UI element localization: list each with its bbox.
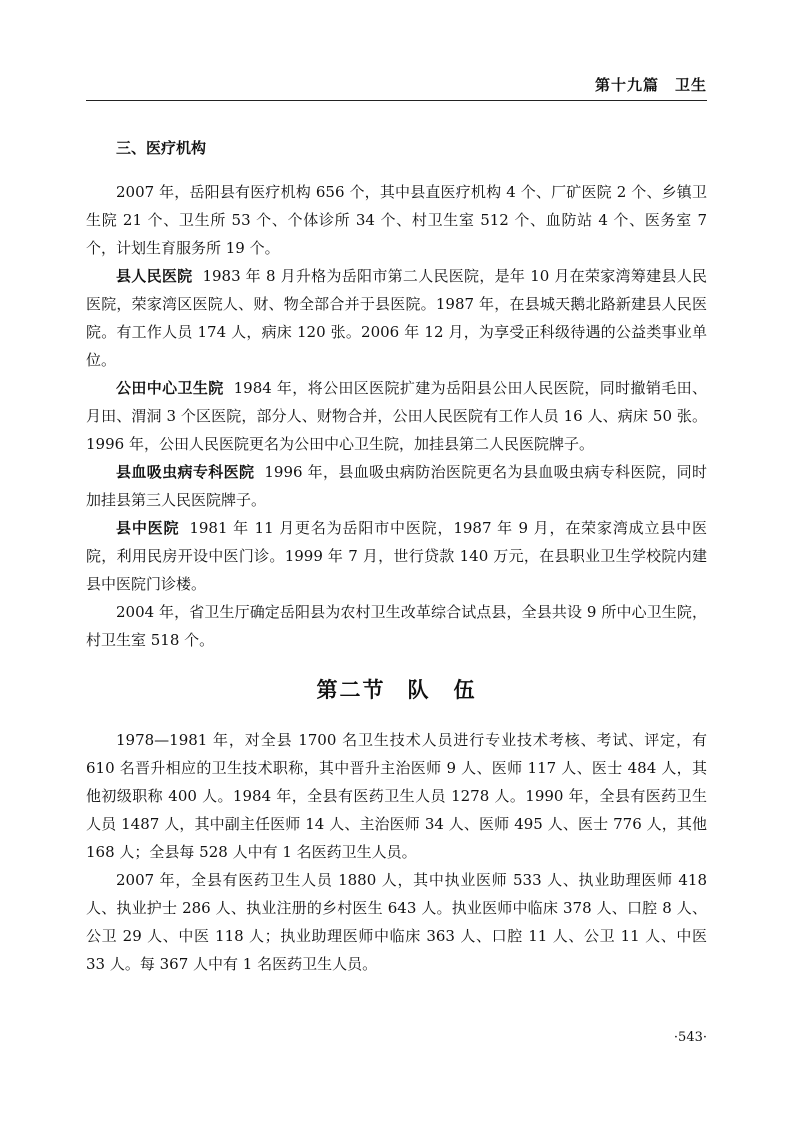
running-head: 第十九篇 卫生 [594,76,707,94]
entry-text-gongtian: 1984 年，将公田区医院扩建为岳阳县公田人民医院，同时撤销毛田、月田、渭洞 3 个区医院，部分人、财物合并，公田人民医院有工作人员 16 人、病床 50 张。1996 年，公田人民医院更名为公田中心卫生院，加挂县第二人民医院牌子。 [86,379,707,453]
page-body [86,134,707,978]
entry-text-tcm: 1981 年 11 月更名为岳阳市中医院，1987 年 9 月，在荣家湾成立县中医院，利用民房开设中医门诊。1999 年 7 月，世行贷款 140 万元，在县职业卫生学校院内建县中医院门诊楼。 [86,519,707,593]
entry-text-county-hospital: 1983 年 8 月升格为岳阳市第二人民医院，是年 10 月在荣家湾筹建县人民医院，荣家湾区医院人、财、物全部合并于县医院。1987 年，在县城天鹅北路新建县人民医院。有工作人员 174 人，病床 120 张。2006 年 12 月，为享受正科级待遇的公益类事业单位。 [86,267,707,369]
entry-lead-tcm: 县中医院 [116,519,180,537]
entry-lead-county-hospital: 县人民医院 [116,267,193,285]
section-title [86,676,707,704]
section-name: 队 伍 [407,678,477,702]
paragraph-staff-history: 1978—1981 年，对全县 1700 名卫生技术人员进行专业技术考核、考试、评定，有 610 名晋升相应的卫生技术职称，其中晋升主治医师 9 人、医师 117 人、医士 484 人，其他初级职称 400 人。1984 年，全县有医药卫生人员 1278 人。1990 年，全县有医药卫生人员 1487 人，其中副主任医师 14 人、主治医师 34 人、医师 495 人、医士 776 人，其他 168 人；全县每 528 人中有 1 名医药卫生人员。 [86,731,707,861]
paragraph-tcm-hospital [86,514,707,598]
entry-lead-gongtian: 公田中心卫生院 [116,379,224,397]
entry-lead-schisto: 县血吸虫病专科医院 [116,463,255,481]
subsection-title: 三、医疗机构 [116,139,207,157]
entry-text-schisto: 1996 年，县血吸虫病防治医院更名为县血吸虫病专科医院，同时加挂县第三人民医院牌子。 [86,463,707,509]
paragraph-medical-overview: 2007 年，岳阳县有医疗机构 656 个，其中县直医疗机构 4 个、厂矿医院 2 个、乡镇卫生院 21 个、卫生所 53 个、个体诊所 34 个、村卫生室 512 个、血防站 4 个、医务室 7 个，计划生育服务所 19 个。 [86,183,707,257]
paragraph-schisto-hospital [86,458,707,514]
paragraph-county-hospital [86,262,707,374]
paragraph-gongtian [86,374,707,458]
header-rule [86,100,707,101]
section-number: 第二节 [316,678,386,702]
page-number: ·543· [673,1030,707,1045]
paragraph-2004-reform: 2004 年，省卫生厅确定岳阳县为农村卫生改革综合试点县，全县共设 9 所中心卫生院，村卫生室 518 个。 [86,603,707,649]
paragraph-staff-2007: 2007 年，全县有医药卫生人员 1880 人，其中执业医师 533 人、执业助理医师 418 人、执业护士 286 人、执业注册的乡村医生 643 人。执业医师中临床 378 人、口腔 8 人、公卫 29 人、中医 118 人；执业助理医师中临床 363 人、口腔 11 人、公卫 11 人、中医 33 人。每 367 人中有 1 名医药卫生人员。 [86,871,707,973]
